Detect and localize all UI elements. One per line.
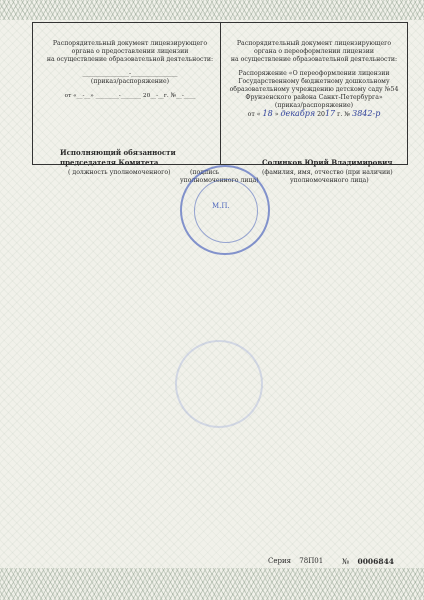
left-line-1: Распорядительный документ лицензирующего — [52, 40, 208, 47]
series-label-text: Серия — [268, 557, 292, 565]
date-year: 17 — [324, 109, 336, 118]
position-line-1: Исполняющий обязанности — [60, 148, 176, 157]
sign-caption-2: уполномоченного лица) — [180, 177, 259, 184]
right-date-line — [228, 110, 400, 119]
order-number: 3842-р — [352, 109, 381, 118]
order-text-4: Фрунзенского района Санкт-Петербурга» — [245, 94, 383, 101]
right-line-1: Распорядительный документ лицензирующего — [236, 40, 392, 47]
right-line-2: органа о переоформлении лицензии — [254, 48, 374, 55]
series-label — [268, 557, 323, 565]
left-date-line: от «__-__» ________-_______ 20__-__г. №__-____ — [64, 93, 196, 99]
left-document-box — [45, 40, 215, 100]
seal-mp-label: М.П. — [212, 202, 230, 210]
order-text-3: образовательному учреждению детскому саду №54 — [229, 86, 399, 93]
seal-inner-ring — [194, 179, 258, 243]
order-text-2: Государственному бюджетному дошкольному — [238, 78, 390, 85]
order-text-1: Распоряжение «О переоформлении лицензии — [238, 70, 390, 77]
year-suffix: г. № — [337, 111, 351, 118]
date-day: 18 — [262, 109, 273, 118]
right-document-box — [228, 40, 400, 119]
position-caption: ( должность уполномоченного) — [68, 169, 171, 176]
table-divider — [220, 22, 221, 165]
left-line-2: органа о предоставлении лицензии — [71, 48, 189, 55]
guilloche-border-bottom — [0, 568, 424, 600]
number-sign: № — [342, 557, 350, 566]
right-line-3: на осуществление образовательной деятельности: — [230, 56, 398, 63]
guilloche-border-top — [0, 0, 424, 20]
date-prefix: от « — [247, 111, 261, 118]
position-line-2: председателя Комитета — [60, 158, 159, 167]
sign-caption-1: (подпись — [190, 169, 220, 176]
date-month: декабря — [280, 109, 316, 118]
date-mid: » — [274, 111, 279, 118]
name-caption-2: уполномоченного лица) — [290, 177, 369, 184]
year-prefix: 20 — [317, 111, 325, 118]
left-blank-line: _______________-_______________ — [82, 70, 178, 77]
series-value: 78П01 — [299, 557, 324, 565]
right-doc-type: (приказ/распоряжение) — [274, 102, 354, 109]
serial-number-value: 0006844 — [357, 557, 395, 566]
left-line-3: на осуществление образовательной деятельности: — [46, 56, 214, 63]
serial-number — [342, 557, 394, 566]
embossed-seal — [175, 340, 263, 428]
left-doc-type: (приказ/распоряжение) — [90, 78, 170, 85]
official-seal — [180, 165, 270, 255]
name-caption-1: (фамилия, имя, отчество (при наличии) — [262, 169, 393, 176]
signatory-name: Солинков Юрий Владимирович — [262, 158, 393, 167]
